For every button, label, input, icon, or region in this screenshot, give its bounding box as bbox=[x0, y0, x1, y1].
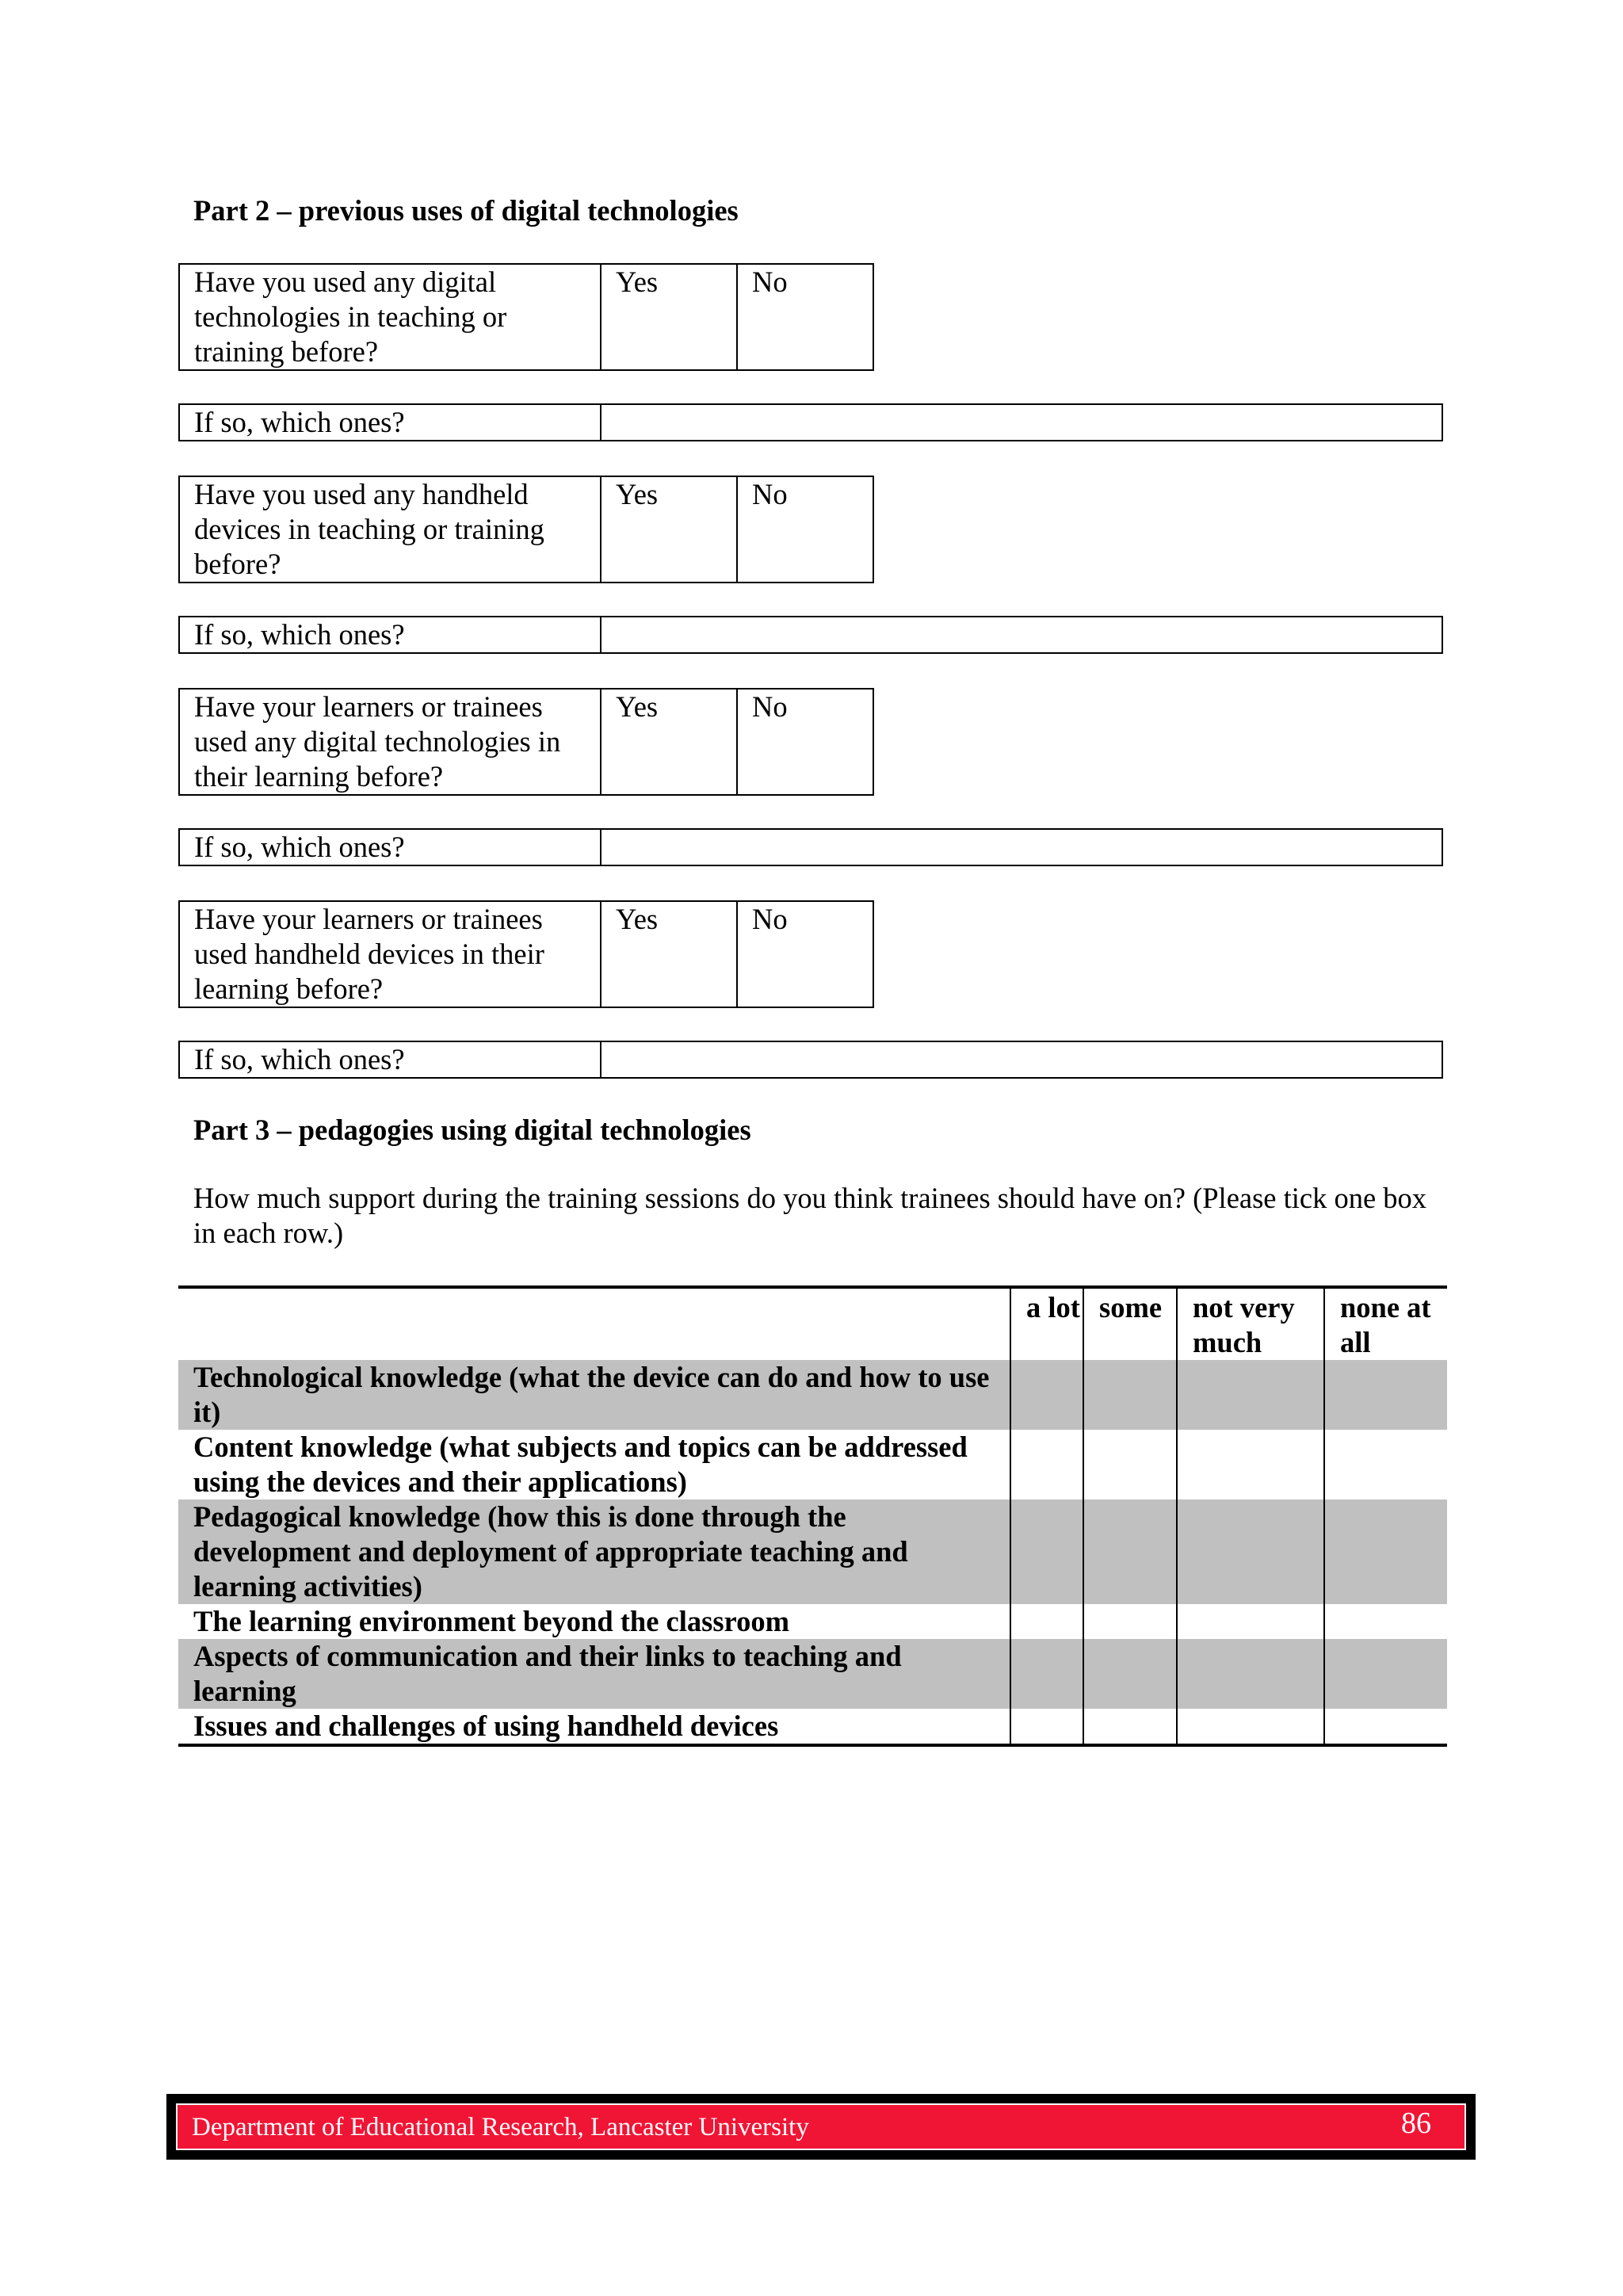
row-topic: Pedagogical knowledge (how this is done through the development and deployment of appropriate teaching and learning activities) bbox=[178, 1499, 1010, 1604]
row-topic: The learning environment beyond the classroom bbox=[193, 1605, 789, 1637]
tick-box[interactable] bbox=[1010, 1639, 1083, 1709]
tick-box[interactable] bbox=[1010, 1499, 1083, 1604]
yes-option[interactable]: Yes bbox=[601, 689, 737, 795]
question-table-1 bbox=[178, 263, 874, 371]
tick-box[interactable] bbox=[1083, 1499, 1177, 1604]
followup-answer-field[interactable] bbox=[601, 1041, 1442, 1078]
tick-box[interactable] bbox=[1010, 1604, 1083, 1639]
header-blank bbox=[178, 1287, 1010, 1360]
question-text: Have you used any handheld devices in teaching or training before? bbox=[179, 476, 601, 583]
tick-box[interactable] bbox=[1324, 1430, 1447, 1499]
yes-option[interactable]: Yes bbox=[601, 901, 737, 1007]
column-header: not very much bbox=[1177, 1287, 1324, 1360]
question-text: Have your learners or trainees used any digital technologies in their learning before? bbox=[179, 689, 601, 795]
support-header-row bbox=[178, 1287, 1447, 1360]
question-text: Have you used any digital technologies in teaching or training before? bbox=[179, 264, 601, 370]
support-row bbox=[178, 1360, 1447, 1430]
followup-answer-field[interactable] bbox=[601, 829, 1442, 865]
followup-label: If so, which ones? bbox=[179, 617, 601, 653]
followup-table-2 bbox=[178, 616, 1443, 654]
tick-box[interactable] bbox=[1177, 1709, 1324, 1745]
followup-label: If so, which ones? bbox=[179, 1041, 601, 1078]
part2-heading: Part 2 – previous uses of digital technologies bbox=[193, 194, 739, 227]
support-row bbox=[178, 1430, 1447, 1499]
tick-box[interactable] bbox=[1010, 1430, 1083, 1499]
page-number: 86 bbox=[1401, 2107, 1431, 2140]
question-table-2 bbox=[178, 476, 874, 583]
tick-box[interactable] bbox=[1083, 1604, 1177, 1639]
tick-box[interactable] bbox=[1324, 1639, 1447, 1709]
question-table-4 bbox=[178, 900, 874, 1008]
part3-heading: Part 3 – pedagogies using digital technologies bbox=[193, 1114, 751, 1146]
tick-box[interactable] bbox=[1324, 1360, 1447, 1430]
footer-band bbox=[176, 2103, 1466, 2150]
tick-box[interactable] bbox=[1324, 1709, 1447, 1745]
question-text: Have your learners or trainees used handheld devices in their learning before? bbox=[179, 901, 601, 1007]
support-table bbox=[178, 1286, 1447, 1747]
tick-box[interactable] bbox=[1177, 1360, 1324, 1430]
followup-answer-field[interactable] bbox=[601, 404, 1442, 441]
row-topic: Content knowledge (what subjects and topics can be addressed using the devices and their applications) bbox=[193, 1431, 968, 1498]
tick-box[interactable] bbox=[1324, 1499, 1447, 1604]
tick-box[interactable] bbox=[1083, 1709, 1177, 1745]
part3-intro: How much support during the training sessions do you think trainees should have on? (Please tick one box in each row.) bbox=[193, 1182, 1427, 1249]
support-row bbox=[178, 1499, 1447, 1604]
tick-box[interactable] bbox=[1177, 1639, 1324, 1709]
support-row bbox=[178, 1604, 1447, 1639]
yes-option[interactable]: Yes bbox=[601, 476, 737, 583]
question-table-3 bbox=[178, 688, 874, 796]
page-footer bbox=[166, 2094, 1476, 2160]
tick-box[interactable] bbox=[1083, 1430, 1177, 1499]
row-topic: Technological knowledge (what the device can do and how to use it) bbox=[178, 1360, 1010, 1430]
followup-label: If so, which ones? bbox=[179, 404, 601, 441]
no-option[interactable]: No bbox=[737, 264, 873, 370]
row-topic: Issues and challenges of using handheld devices bbox=[193, 1710, 779, 1742]
support-row bbox=[178, 1639, 1447, 1709]
tick-box[interactable] bbox=[1083, 1360, 1177, 1430]
tick-box[interactable] bbox=[1177, 1499, 1324, 1604]
followup-label: If so, which ones? bbox=[179, 829, 601, 865]
column-header: a lot bbox=[1010, 1287, 1083, 1360]
tick-box[interactable] bbox=[1324, 1604, 1447, 1639]
tick-box[interactable] bbox=[1010, 1709, 1083, 1745]
support-row bbox=[178, 1709, 1447, 1745]
footer-department: Department of Educational Research, Lancaster University bbox=[192, 2113, 809, 2141]
column-header: some bbox=[1083, 1287, 1177, 1360]
row-topic: Aspects of communication and their links to teaching and learning bbox=[178, 1639, 1010, 1709]
followup-table-1 bbox=[178, 403, 1443, 441]
tick-box[interactable] bbox=[1177, 1604, 1324, 1639]
yes-option[interactable]: Yes bbox=[601, 264, 737, 370]
tick-box[interactable] bbox=[1010, 1360, 1083, 1430]
followup-answer-field[interactable] bbox=[601, 617, 1442, 653]
no-option[interactable]: No bbox=[737, 901, 873, 1007]
tick-box[interactable] bbox=[1177, 1430, 1324, 1499]
no-option[interactable]: No bbox=[737, 689, 873, 795]
tick-box[interactable] bbox=[1083, 1639, 1177, 1709]
no-option[interactable]: No bbox=[737, 476, 873, 583]
followup-table-3 bbox=[178, 828, 1443, 866]
followup-table-4 bbox=[178, 1041, 1443, 1079]
column-header: none at all bbox=[1324, 1287, 1447, 1360]
